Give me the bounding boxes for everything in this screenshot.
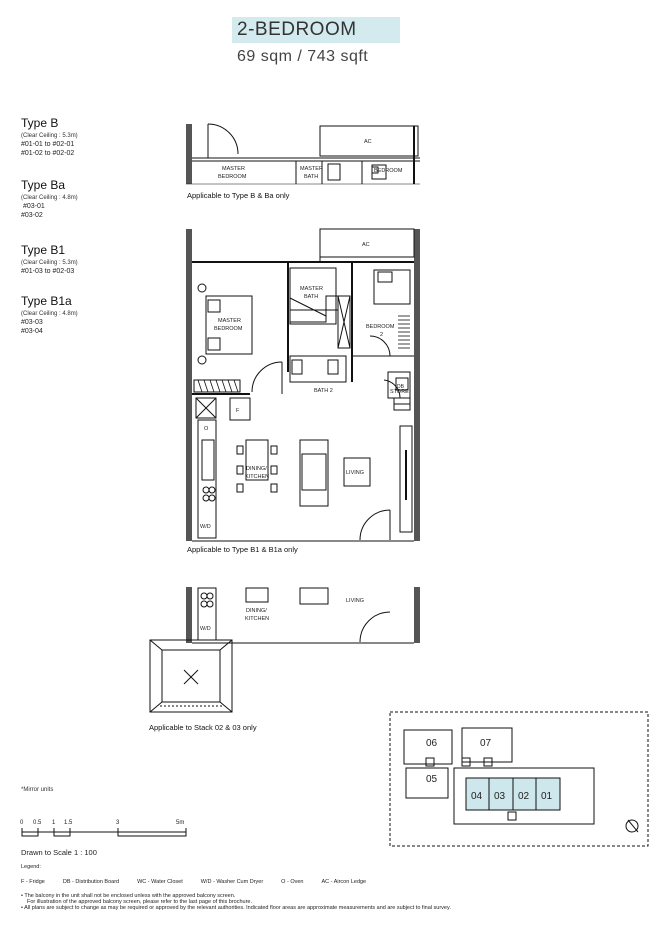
washer-label: W/D — [200, 524, 211, 530]
type-unit-range: #01-02 to #02-02 — [21, 150, 75, 157]
footnote: • The balcony in the unit shall not be enclosed unless with the approved balcony screen. — [21, 893, 236, 899]
unit-area: 69 sqm / 743 sqft — [237, 48, 369, 65]
legend-item: DB - Distribution Board — [62, 879, 120, 885]
bedroom-partial-label: BEDROOM — [374, 168, 403, 174]
scale-tick: 0.5 — [33, 820, 42, 826]
footnotes — [21, 893, 646, 911]
oven-label: O — [204, 426, 209, 432]
type-name: Type B — [21, 116, 59, 130]
partial-plan-bottom — [150, 587, 420, 712]
keyplan-unit-03: 03 — [494, 791, 506, 802]
type-unit-range: #03-03 — [21, 319, 43, 326]
scale-bar — [22, 828, 186, 836]
bedroom2-number: 2 — [380, 332, 384, 338]
main-plan — [186, 229, 420, 541]
type-name: Type Ba — [21, 178, 66, 192]
scale-tick: 1.5 — [64, 820, 73, 826]
legend-item: O - Oven — [281, 879, 304, 885]
footnote: • All plans are subject to change as may be required or approved by the relevant authorities. Indicated floor areas are approximate measurements and are subject to final survey. — [21, 905, 451, 911]
dining-label: DINING/ — [246, 466, 267, 472]
ac-label-top: AC — [364, 139, 372, 145]
kitchen-label-bottom: KITCHEN — [245, 616, 270, 622]
page-title: 2-BEDROOM — [237, 19, 357, 40]
footnote-text: The balcony in the unit shall not be enclosed unless with the approved balcony screen. — [24, 893, 236, 899]
master-bath-label-top: MASTER — [300, 166, 323, 172]
ac-label: AC — [362, 242, 370, 248]
type-unit-range: #03-02 — [21, 212, 43, 219]
legend-items — [21, 879, 581, 885]
bath2-label: BATH 2 — [314, 388, 333, 394]
legend-item: W/D - Washer Cum Dryer — [200, 879, 264, 885]
dining-label-bottom: DINING/ — [246, 608, 267, 614]
scale-tick: 5m — [176, 820, 185, 826]
keyplan-unit-05: 05 — [426, 774, 438, 785]
master-bath-label: MASTER — [300, 286, 323, 292]
footnote-text: All plans are subject to change as may be required or approved by the relevant authorities. Indicated floor areas are approximate measurements and are subject to final survey. — [24, 905, 451, 911]
keyplan-unit-07: 07 — [480, 738, 492, 749]
type-ceiling: (Clear Ceiling : 5.3m) — [21, 133, 78, 139]
plan-note-stack: Applicable to Stack 02 & 03 only — [149, 723, 257, 732]
legend-item: WC - Water Closet — [137, 879, 183, 885]
scale-tick: 1 — [52, 820, 56, 826]
living-label-bottom: LIVING — [346, 598, 365, 604]
legend-title: Legend: — [21, 864, 41, 870]
db-label: DB — [397, 384, 404, 390]
scale-label: Drawn to Scale 1 : 100 — [21, 848, 97, 857]
type-unit-range: #01-03 to #02-03 — [21, 268, 75, 275]
bath-label-top: BATH — [304, 174, 319, 180]
mirror-note: *Mirror units — [21, 787, 54, 793]
kitchen-label: KITCHEN — [245, 474, 270, 480]
keyplan-unit-01: 01 — [541, 791, 553, 802]
master-bedroom-label-2: BEDROOM — [214, 326, 243, 332]
bedroom2-label: BEDROOM — [366, 324, 395, 330]
store-label: STORE — [390, 389, 409, 395]
type-unit-range: #01-01 to #02-01 — [21, 141, 75, 148]
keyplan-unit-02: 02 — [518, 791, 530, 802]
scale-tick: 0 — [20, 820, 24, 826]
footnote-text: For illustration of the approved balcony screen, please refer to the last page of this brochure. — [27, 899, 253, 905]
type-name: Type B1 — [21, 243, 66, 257]
type-ceiling: (Clear Ceiling : 5.3m) — [21, 260, 78, 266]
type-unit-range: #03-04 — [21, 328, 43, 335]
master-label-top: MASTER — [222, 166, 245, 172]
washer-label-bottom: W/D — [200, 626, 211, 632]
master-bedroom-label: MASTER — [218, 318, 241, 324]
scale-tick: 3 — [116, 820, 120, 826]
living-label: LIVING — [346, 470, 365, 476]
plan-note-main: Applicable to Type B1 & B1a only — [187, 545, 298, 554]
master-bath-label-2: BATH — [304, 294, 319, 300]
bedroom-label-top: BEDROOM — [218, 174, 247, 180]
type-name: Type B1a — [21, 294, 72, 308]
legend-item: AC - Aircon Ledge — [321, 879, 367, 885]
plan-note-top: Applicable to Type B & Ba only — [187, 191, 290, 200]
type-unit-range: #03-01 — [23, 203, 45, 210]
legend-item: F - Fridge — [21, 879, 45, 885]
keyplan-unit-04: 04 — [471, 791, 483, 802]
fridge-label: F — [236, 408, 240, 414]
type-ceiling: (Clear Ceiling : 4.8m) — [21, 311, 78, 317]
type-ceiling: (Clear Ceiling : 4.8m) — [21, 195, 78, 201]
keyplan-unit-06: 06 — [426, 738, 438, 749]
